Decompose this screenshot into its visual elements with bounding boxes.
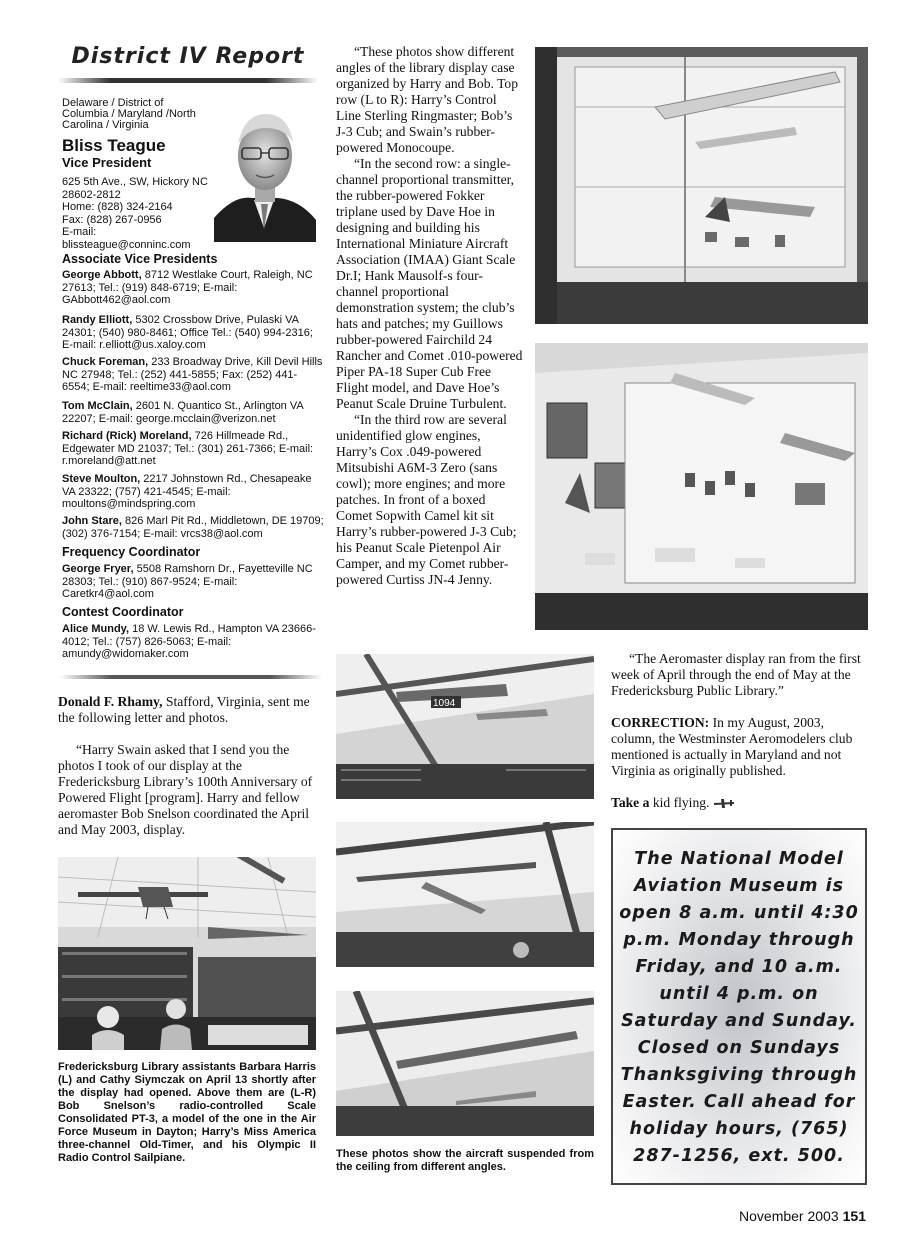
- correction-paragraph: [611, 715, 867, 779]
- article-left-column: [58, 694, 316, 838]
- associate-entry: [62, 314, 324, 352]
- ceiling-photo-1: [336, 654, 594, 799]
- associate-details: 8712 Westlake Court, Raleigh, NC 27613; Tel.: (919) 848-6719; E-mail: GAbbott462@aol.com: [62, 269, 313, 306]
- frequency-heading: Frequency Coordinator: [62, 545, 201, 559]
- vp-contact-line: blissteague@conninc.com: [62, 238, 191, 251]
- photo-caption-middle: These photos show the aircraft suspended from the ceiling from different angles.: [336, 1148, 594, 1173]
- associate-name: Richard (Rick) Moreland,: [62, 430, 192, 442]
- contest-details: 18 W. Lewis Rd., Hampton VA 23666-4012; Tel.: (757) 826-5063; E-mail: amundy@widomaker.com: [62, 623, 316, 660]
- page-number: 151: [842, 1208, 866, 1224]
- vp-contact: [62, 176, 222, 251]
- signoff: [611, 795, 867, 811]
- library-photo: [58, 857, 316, 1050]
- district-states: Delaware / District of Columbia / Maryland /North Carolina / Virginia: [62, 97, 196, 131]
- associate-name: Randy Elliott,: [62, 314, 133, 326]
- associate-name: Tom McClain,: [62, 400, 133, 412]
- frequency-name: George Fryer,: [62, 563, 134, 575]
- display-case-photo-2: [535, 343, 868, 630]
- article-middle-column: [336, 44, 524, 588]
- section-rule: [60, 675, 322, 679]
- associates-heading: Associate Vice Presidents: [62, 252, 218, 266]
- correction-text: In my August, 2003, column, the Westminster Aeromodelers club mentioned is actually in Maryland and not Virginia as originally published.: [611, 715, 853, 778]
- display-case-photo-1: [535, 47, 868, 324]
- associate-details: 233 Broadway Drive, Kill Devil Hills NC 27948; Tel.: (252) 441-5855; Fax: (252) 441-6554; E-mail: reeltime33@aol.com: [62, 356, 323, 393]
- airplane-icon: [713, 798, 735, 809]
- frequency-entry: [62, 563, 324, 601]
- issue-date: November 2003: [739, 1208, 839, 1224]
- associate-entry: [62, 269, 324, 307]
- contest-heading: Contest Coordinator: [62, 605, 184, 619]
- vp-contact-line: 28602-2812: [62, 188, 121, 201]
- signoff-bold: Take a: [611, 795, 650, 810]
- contest-name: Alice Mundy,: [62, 623, 130, 635]
- vp-name: Bliss Teague: [62, 136, 166, 155]
- page-footer: [739, 1208, 866, 1224]
- vp-portrait-photo: [214, 100, 316, 242]
- contest-entry: [62, 623, 324, 661]
- associate-name: Steve Moulton,: [62, 473, 141, 485]
- frequency-details: 5508 Ramshorn Dr., Fayetteville NC 28303; Tel.: (910) 867-9524; E-mail: Caretkr4@aol.com: [62, 563, 313, 600]
- vp-contact-line: E-mail:: [62, 226, 97, 238]
- article-paragraph: “Harry Swain asked that I send you the photos I took of our display at the Fredericksburg Library’s 100th Anniversary of Powered Flight [program]. Harry and fellow aeromaster Bob Snelson coordinated the April and May 2003, display.: [58, 742, 313, 837]
- ceiling-photo-3: [336, 991, 594, 1136]
- article-paragraph: “In the second row: a single-channel proportional transmitter, the rubber-powered Fokker triplane used by Dave Hoe in designing and building his International Miniature Aircraft Association (IMAA) Giant Scale Dr.I; Hank Mausolf-s four-channel proportional demonstration system; the club’s hats and patches; my Guillows rubber-powered Fairchild 24 Rancher and Comet .010-powered Piper PA-18 Super Cub Free Flight model, and Dave Hoe’s Peanut Scale Druine Turbulent.: [336, 156, 523, 411]
- article-intro: [58, 694, 316, 726]
- signoff-text: kid flying.: [652, 795, 710, 810]
- associate-details: 726 Hillmeade Rd., Edgewater MD 21037; Tel.: (301) 261-7366; E-mail: r.moreland@att.net: [62, 430, 314, 467]
- associate-entry: [62, 473, 324, 511]
- vp-title: Vice President: [62, 155, 152, 170]
- associate-entry: [62, 430, 324, 468]
- associate-details: 2217 Johnstown Rd., Chesapeake VA 23322; (757) 421-4545; E-mail: moultons@mindspring.com: [62, 473, 312, 510]
- associate-details: 5302 Crossbow Drive, Pulaski VA 24301; (540) 980-8461; Office Tel.: (540) 994-2316; E-mail: r.elliott@us.xaloy.com: [62, 314, 313, 351]
- article-paragraph: “In the third row are several unidentified glow engines, Harry’s Cox .049-powered Mitsubishi A6M-3 Zero (sans cowl); more engines; and more patches. In front of a boxed Comet Sopwith Camel kit sit Harry’s rubber-powered J-3 Cub; his Peanut Scale Pietenpol Air Camper, and my Comet rubber-powered Curtiss JN-4 Jenny.: [336, 412, 517, 587]
- article-right-column: [611, 651, 867, 811]
- associate-entry: [62, 356, 324, 394]
- associate-details: 826 Marl Pit Rd., Middletown, DE 19709; (302) 376-7154; E-mail: vrcs38@aol.com: [62, 515, 324, 540]
- vp-contact-line: Fax: (828) 267-0956: [62, 213, 162, 226]
- associate-name: Chuck Foreman,: [62, 356, 149, 368]
- associate-name: John Stare,: [62, 515, 122, 527]
- correction-label: CORRECTION:: [611, 715, 710, 730]
- vp-contact-line: Home: (828) 324-2164: [62, 201, 173, 213]
- article-paragraph: “The Aeromaster display ran from the first week of April through the end of May at the Fredericksburg Public Library.”: [611, 651, 861, 698]
- photo-caption-left: Fredericksburg Library assistants Barbara Harris (L) and Cathy Siymczak on April 13 shortly after the display had opened. Above them are (L-R) Bob Snelson’s radio-controlled Scale Consolidated PT-3, a model of the one in the Air Force Museum in Dayton; Harry’s Miss America three-channel Old-Timer, and his Olympic II Radio Control Sailpiane.: [58, 1061, 316, 1164]
- associate-details: 2601 N. Quantico St., Arlington VA 22207; E-mail: george.mcclain@verizon.net: [62, 400, 304, 425]
- associate-entry: [62, 400, 324, 425]
- associate-name: George Abbott,: [62, 269, 142, 281]
- article-paragraph: “These photos show different angles of the library display case organized by Harry and Bob. Top row (L to R): Harry’s Control Line Sterling Ringmaster; Bob’s J-3 Cub; and Swain’s rubber-powered Monocoupe.: [336, 44, 519, 155]
- title-rule: [58, 78, 318, 83]
- aircraft-tail-number: 1094: [433, 698, 456, 709]
- column-title: District IV Report: [71, 44, 305, 69]
- vp-contact-line: 625 5th Ave., SW, Hickory NC: [62, 176, 208, 188]
- associate-entry: [62, 515, 324, 540]
- author-name: Donald F. Rhamy,: [58, 694, 163, 709]
- ceiling-photo-2: [336, 822, 594, 967]
- museum-hours-text: The National Model Aviation Museum is open 8 a.m. until 4:30 p.m. Monday through Friday, and 10 a.m. until 4 p.m. on Saturday and Sunday. Closed on Sundays Thanksgiving through Easter. Call ahead for holiday hours, (765) 287-1256, ext. 500.: [619, 849, 859, 1166]
- intro-text: Stafford, Virginia, sent me the following letter and photos.: [58, 694, 310, 725]
